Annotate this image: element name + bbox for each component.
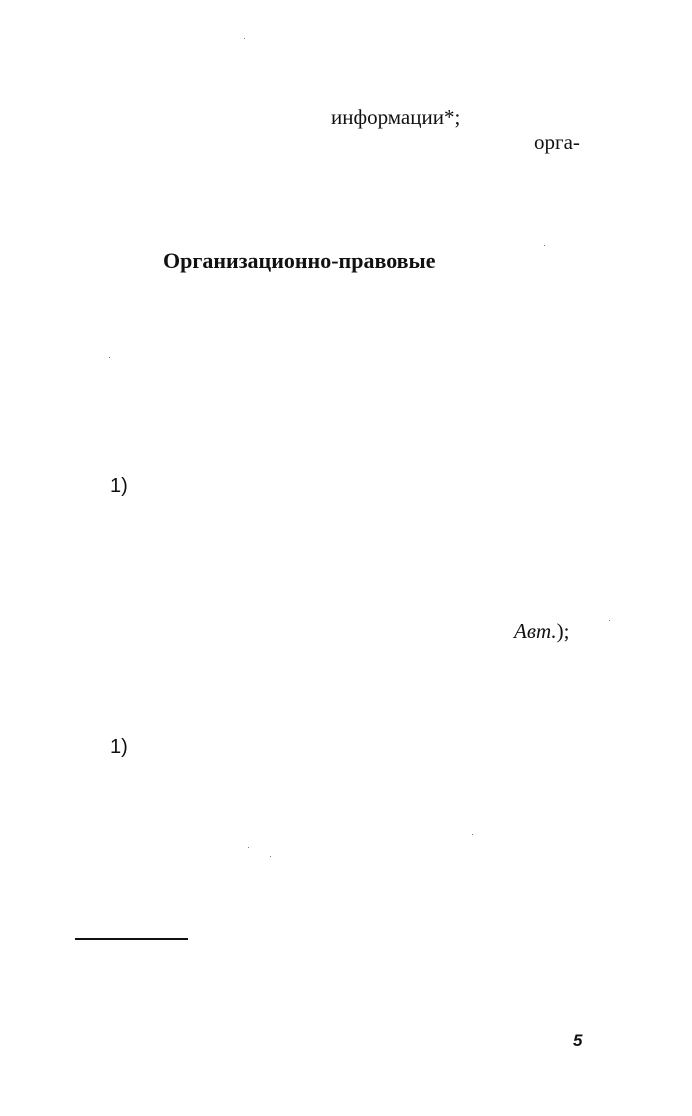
list-marker-second: 1): [110, 736, 128, 758]
text-fragment-informacii: информации*;: [331, 105, 461, 129]
list-marker-first: 1): [110, 475, 128, 497]
footnote-divider: [75, 938, 188, 940]
scan-speck: [109, 357, 110, 358]
scan-speck: [609, 620, 610, 621]
scan-speck: [472, 834, 473, 835]
scan-speck: [244, 38, 245, 39]
scan-speck: [248, 847, 249, 848]
scan-speck: [544, 245, 545, 246]
page-number: 5: [573, 1031, 583, 1050]
scan-speck: [270, 856, 271, 857]
author-note: [514, 621, 569, 642]
text-fragment-orga: орга-: [534, 130, 580, 154]
author-note-abbrev: Авт.: [514, 619, 557, 643]
section-heading: Организационно-правовые: [163, 248, 436, 273]
author-note-suffix: );: [556, 619, 570, 643]
